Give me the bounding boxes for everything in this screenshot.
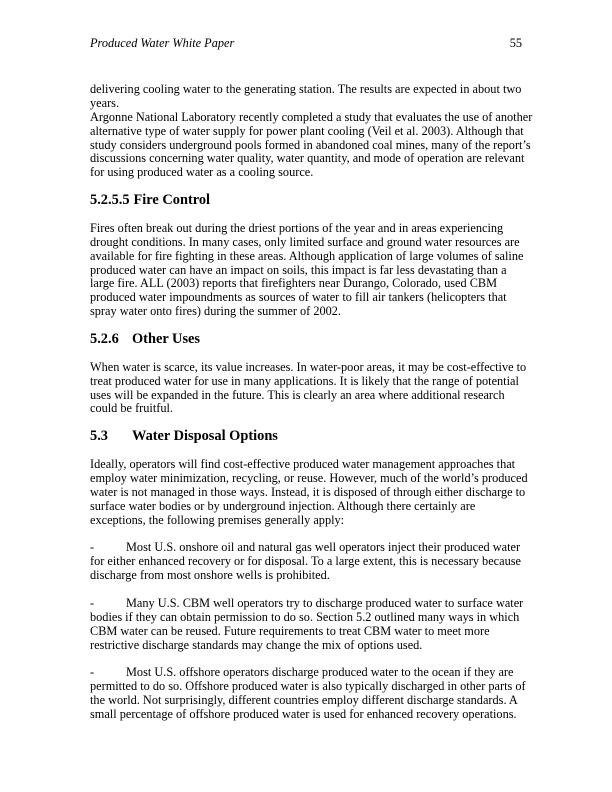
section-heading-fire-control bbox=[90, 194, 530, 208]
paragraph-argonne-study bbox=[90, 109, 533, 180]
text-line: water is not managed in those ways. Instead, it is disposed of through either discharge to bbox=[90, 484, 526, 499]
bullet-item-cbm bbox=[90, 597, 530, 653]
text-line: produced water impoundments as sources of water to fill air tankers (helicopters that bbox=[90, 290, 507, 305]
section-heading-other-uses bbox=[90, 333, 530, 347]
text-line: discussions concerning water quality, water quantity, and mode of operation are relevant bbox=[90, 151, 525, 166]
paragraph-fire-control bbox=[90, 222, 530, 319]
section-title: Water Disposal Options bbox=[132, 428, 278, 445]
text-line: the world. Not surprisingly, different countries employ different discharge standards. A bbox=[90, 693, 518, 708]
section-number: 5.3 bbox=[90, 428, 108, 445]
text-line: uses will be expanded in the future. This is clearly an area where additional research bbox=[90, 387, 505, 402]
text-line: bodies if they can obtain permission to do so. Section 5.2 outlined many ways in which bbox=[90, 609, 520, 624]
paragraph-other-uses bbox=[90, 361, 530, 417]
paragraph-disposal-intro bbox=[90, 458, 530, 527]
text-line: alternative type of water supply for power plant cooling (Veil et al. 2003). Although that bbox=[90, 123, 524, 138]
text-line: large fire. ALL (2003) reports that firefighters near Durango, Colorado, used CBM bbox=[90, 276, 498, 291]
text-line: for either enhanced recovery or for disposal. To a large extent, this is necessary because bbox=[90, 554, 521, 569]
header-title: Produced Water White Paper bbox=[90, 36, 235, 50]
bullet-dash: - bbox=[90, 665, 95, 680]
bullet-dash: - bbox=[90, 540, 95, 555]
section-number: 5.2.6 bbox=[90, 331, 119, 348]
paragraph-continuation bbox=[90, 83, 530, 111]
bullet-item-onshore bbox=[90, 541, 530, 583]
text-line: study considers underground pools formed in abandoned coal mines, many of the report’s bbox=[90, 137, 531, 152]
running-header bbox=[90, 36, 522, 54]
text-line: produced water can have an impact on soils, this impact is far less devastating than a bbox=[90, 262, 507, 277]
text-line: available for fire fighting in these areas. Although application of large volumes of saline bbox=[90, 248, 524, 263]
text-line: CBM water can be reused. Future requirements to treat CBM water to meet more bbox=[90, 623, 490, 638]
section-title: Fire Control bbox=[133, 192, 211, 209]
text-line: permitted to do so. Offshore produced water is also typically discharged in other parts of bbox=[90, 679, 526, 694]
text-line: years. bbox=[90, 95, 120, 110]
text-line: restrictive discharge standards may change the mix of options used. bbox=[90, 637, 423, 652]
text-line: discharge from most onshore wells is prohibited. bbox=[90, 568, 330, 583]
text-line: Argonne National Laboratory recently completed a study that evaluates the use of another bbox=[90, 109, 533, 124]
text-line: drought conditions. In many cases, only limited surface and ground water resources are bbox=[90, 234, 520, 249]
bullet-item-offshore bbox=[90, 666, 530, 722]
section-title: Other Uses bbox=[132, 331, 201, 348]
text-line: could be fruitful. bbox=[90, 401, 173, 416]
text-line: Many U.S. CBM well operators try to discharge produced water to surface water bbox=[126, 595, 524, 610]
text-line: employ water minimization, recycling, or reuse. However, much of the world’s produced bbox=[90, 470, 528, 485]
text-line: spray water onto fires) during the summer of 2002. bbox=[90, 304, 341, 319]
bullet-dash: - bbox=[90, 595, 95, 610]
text-line: Most U.S. offshore operators discharge produced water to the ocean if they are bbox=[126, 665, 514, 680]
text-line: small percentage of offshore produced water is used for enhanced recovery operations. bbox=[90, 707, 517, 722]
text-line: exceptions, the following premises generally apply: bbox=[90, 512, 345, 527]
section-number: 5.2.5.5 bbox=[90, 192, 130, 209]
page-number: 55 bbox=[509, 36, 522, 50]
section-heading-water-disposal-options bbox=[90, 430, 530, 444]
text-line: for using produced water as a cooling source. bbox=[90, 165, 314, 180]
text-line: When water is scarce, its value increases. In water-poor areas, it may be cost-effective to bbox=[90, 359, 527, 374]
text-line: Fires often break out during the driest portions of the year and in areas experiencing bbox=[90, 220, 504, 235]
text-line: surface water bodies or by underground injection. Although there certainly are bbox=[90, 498, 476, 513]
text-line: Most U.S. onshore oil and natural gas well operators inject their produced water bbox=[126, 540, 521, 555]
text-line: treat produced water for use in many applications. It is likely that the range of potential bbox=[90, 373, 519, 388]
text-line: Ideally, operators will find cost-effective produced water management approaches that bbox=[90, 457, 516, 472]
page-body bbox=[90, 82, 533, 722]
text-line: delivering cooling water to the generating station. The results are expected in about two bbox=[90, 82, 522, 96]
